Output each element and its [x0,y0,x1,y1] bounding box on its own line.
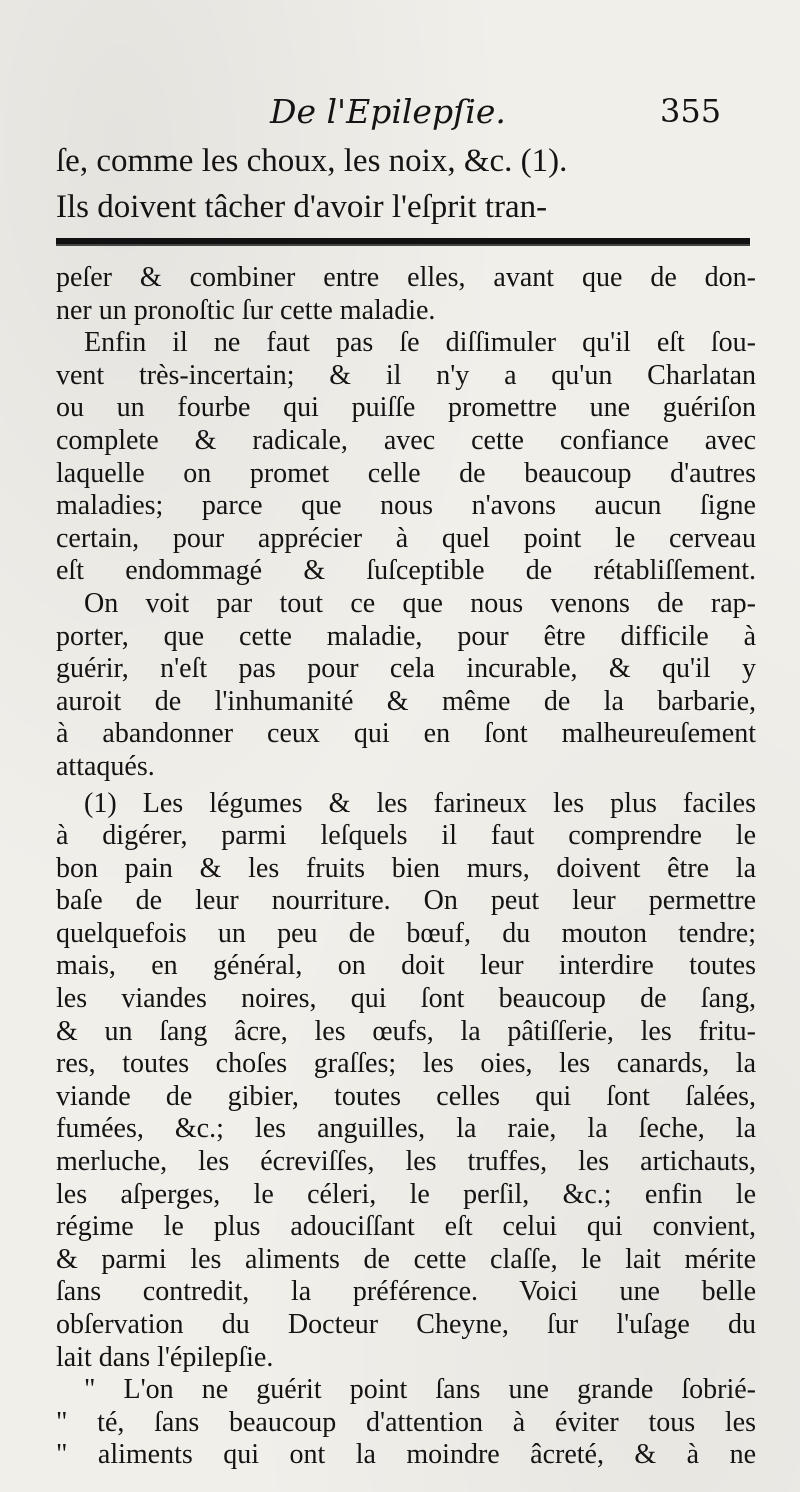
carry-over-line: ſe, comme les choux, les noix, &c. (1). [56,143,568,179]
text-line: à abandonner ceux qui en ſont malheureuſement [56,718,756,750]
text-line: attaqués. [56,750,155,782]
footnote-line: ſans contredit, la préférence. Voici une belle [56,1276,756,1308]
footnote-line: quelquefois un peu de bœuf, du mouton tendre; [56,917,756,949]
footnote-line: merluche, les écreviſſes, les truffes, les artichauts, [56,1146,756,1178]
footnote [56,788,756,1472]
text-line: maladies; parce que nous n'avons aucun ſigne [56,490,756,522]
horizontal-rule [56,238,750,246]
text-line: ner un pronoſtic ſur cette maladie. [56,294,436,326]
quotation-line: " L'on ne guérit point ſans une grande ſobrié- [84,1374,756,1406]
footnote-line: obſervation du Docteur Cheyne, ſur l'uſage du [56,1309,756,1340]
text-line: Enfin il ne faut pas ſe diſſimuler qu'il eſt ſou- [84,327,756,359]
carry-over-text [56,138,756,230]
text-line: vent très-incertain; & il n'y a qu'un Charlatan [56,359,756,391]
footnote-line: bon pain & les fruits bien murs, doivent être la [56,852,756,884]
footnote-line: baſe de leur nourriture. On peut leur permettre [56,885,756,917]
text-line: porter, que cette maladie, pour être difficile à [56,620,756,652]
footnote-line: à digérer, parmi leſquels il faut comprendre le [56,820,756,852]
text-line: auroit de l'inhumanité & même de la barbarie, [56,685,756,717]
footnote-line: (1) Les légumes & les farineux les plus faciles [84,787,756,819]
footnote-line: lait dans l'épilepſie. [56,1341,274,1373]
footnote-line: fumées, &c.; les anguilles, la raie, la ſeche, la [56,1113,756,1145]
quotation-line: " aliments qui ont la moindre âcreté, & à ne [56,1439,756,1471]
text-line: guérir, n'eſt pas pour cela incurable, & qu'il y [56,653,756,685]
text-line: ou un fourbe qui puiſſe promettre une guériſon [56,392,756,424]
footnote-line: régime le plus adouciſſant eſt celui qui convient, [56,1211,756,1243]
page-number: 355 [660,92,722,130]
carry-over-line: Ils doivent tâcher d'avoir l'eſprit tran- [56,189,548,225]
footnote-line: mais, en général, on doit leur interdire toutes [56,950,756,982]
quotation-line: " té, ſans beaucoup d'attention à éviter tous les [56,1406,756,1438]
footnote-line: & parmi les aliments de cette claſſe, le lait mérite [56,1243,756,1275]
footnote-line: & un ſang âcre, les œufs, la pâtiſſerie, les fritu- [56,1015,756,1047]
text-line: complete & radicale, avec cette confiance avec [56,424,756,456]
footnote-line: les viandes noires, qui ſont beaucoup de ſang, [56,983,756,1015]
footnote-line: les aſperges, le céleri, le perſil, &c.; enfin le [56,1178,756,1210]
running-head: De l'Epilepſie. [270,92,506,131]
page-header [0,92,800,140]
text-line: On voit par tout ce que nous venons de rap- [84,587,756,619]
text-line: certain, pour apprécier à quel point le cerveau [56,522,756,554]
text-line: peſer & combiner entre elles, avant que de don- [56,262,756,293]
text-line: eſt endommagé & ſuſceptible de rétabliſſement. [56,555,756,587]
footnote-line: res, toutes choſes graſſes; les oies, les canards, la [56,1048,756,1080]
text-line: laquelle on promet celle de beaucoup d'autres [56,457,756,489]
main-text [56,262,756,1472]
footnote-line: viande de gibier, toutes celles qui ſont ſalées, [56,1080,756,1112]
